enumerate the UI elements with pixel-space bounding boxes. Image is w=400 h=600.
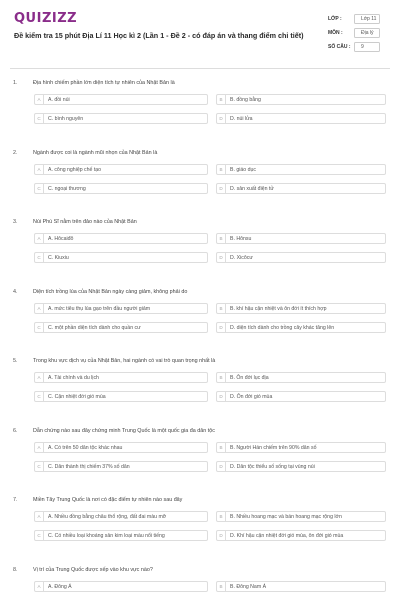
question-number: 3. xyxy=(13,219,18,225)
answer-option-a[interactable] xyxy=(34,164,208,175)
option-letter: D xyxy=(217,323,226,332)
question-text: Trong khu vực dịch vụ của Nhật Bản, hai ngành có vai trò quan trọng nhất là xyxy=(33,358,216,364)
question-number: 2. xyxy=(13,150,18,156)
option-letter: B xyxy=(217,304,226,313)
answer-option-c[interactable] xyxy=(34,113,208,124)
answer-option-d[interactable] xyxy=(216,530,386,541)
option-label: C. một phần diện tích dành cho quần cư xyxy=(48,324,141,331)
option-label: C. Kiuxiu xyxy=(48,254,69,261)
answer-option-d[interactable] xyxy=(216,461,386,472)
option-label: B. Nhiều hoang mạc và bán hoang mạc rộng lớn xyxy=(230,513,342,520)
question-number: 8. xyxy=(13,567,18,573)
option-letter: B xyxy=(217,582,226,591)
option-letter: C xyxy=(35,392,44,401)
option-letter: C xyxy=(35,114,44,123)
answer-option-a[interactable] xyxy=(34,442,208,453)
option-label: B. Ôn đới lục địa xyxy=(230,374,269,381)
option-label: D. núi lửa xyxy=(230,115,253,122)
option-label: B. Hônsu xyxy=(230,235,252,242)
answer-option-d[interactable] xyxy=(216,252,386,263)
answer-option-b[interactable] xyxy=(216,442,386,453)
answer-option-b[interactable] xyxy=(216,372,386,383)
option-letter: D xyxy=(217,114,226,123)
option-label: A. công nghiệp chế tạo xyxy=(48,166,102,173)
subject-label: MÔN : xyxy=(328,30,343,36)
option-letter: B xyxy=(217,95,226,104)
quizizz-logo: QUIZIZZ xyxy=(14,11,78,26)
answer-option-b[interactable] xyxy=(216,164,386,175)
option-letter: A xyxy=(35,95,44,104)
option-label: C. bình nguyên xyxy=(48,115,84,122)
option-label: A. Đông Á xyxy=(48,583,72,590)
answer-option-c[interactable] xyxy=(34,391,208,402)
answer-option-b[interactable] xyxy=(216,581,386,592)
option-label: A. đồi núi xyxy=(48,96,70,103)
option-letter: D xyxy=(217,531,226,540)
question-count-value: 9 xyxy=(354,42,380,52)
question-text: Miền Tây Trung Quốc là nơi có đặc điểm tự nhiên nào sau đây xyxy=(33,497,183,503)
answer-option-a[interactable] xyxy=(34,581,208,592)
option-label: D. Dân tộc thiểu số sống tại vùng núi xyxy=(230,463,315,470)
answer-option-d[interactable] xyxy=(216,391,386,402)
answer-option-b[interactable] xyxy=(216,303,386,314)
answer-option-c[interactable] xyxy=(34,183,208,194)
option-letter: A xyxy=(35,443,44,452)
header-divider xyxy=(10,68,390,69)
option-letter: B xyxy=(217,512,226,521)
option-label: B. giáo dục xyxy=(230,166,256,173)
option-label: A. mức tiêu thụ lúa gạo trên đầu người giảm xyxy=(48,305,151,312)
question-text: Núi Phú Sĩ nằm trên đảo nào của Nhật Bản xyxy=(33,219,137,225)
question-text: Ngành được coi là ngành mũi nhọn của Nhật Bản là xyxy=(33,150,158,156)
option-letter: C xyxy=(35,531,44,540)
option-letter: D xyxy=(217,253,226,262)
question-number: 4. xyxy=(13,289,18,295)
option-label: A. Nhiều đồng bằng châu thổ rộng, đất đai màu mỡ xyxy=(48,513,167,520)
subject-value: Địa lý xyxy=(354,28,380,38)
answer-option-d[interactable] xyxy=(216,113,386,124)
option-letter: A xyxy=(35,512,44,521)
option-label: A. Hôcaiđô xyxy=(48,235,74,242)
page-title: Đề kiểm tra 15 phút Địa Lí 11 Học kì 2 (Lần 1 - Đề 2 - có đáp án và thang điểm chi tiết) xyxy=(14,31,304,40)
option-label: C. ngoại thương xyxy=(48,185,86,192)
option-letter: D xyxy=(217,184,226,193)
option-letter: C xyxy=(35,462,44,471)
option-label: C. Cận nhiệt đới gió mùa xyxy=(48,393,106,400)
answer-option-a[interactable] xyxy=(34,303,208,314)
question-text: Diện tích trồng lúa của Nhật Bản ngày càng giảm, không phải do xyxy=(33,289,188,295)
option-letter: A xyxy=(35,165,44,174)
question-text: Vị trí của Trung Quốc được xếp vào khu vực nào? xyxy=(33,567,153,573)
answer-option-c[interactable] xyxy=(34,530,208,541)
option-letter: C xyxy=(35,253,44,262)
option-letter: A xyxy=(35,373,44,382)
option-letter: C xyxy=(35,184,44,193)
answer-option-a[interactable] xyxy=(34,372,208,383)
question-text: Địa hình chiếm phần lớn diện tích tự nhiên của Nhật Bản là xyxy=(33,80,175,86)
option-label: B. khí hậu cận nhiệt và ôn đới ít thích hợp xyxy=(230,305,327,312)
answer-option-b[interactable] xyxy=(216,511,386,522)
answer-option-a[interactable] xyxy=(34,233,208,244)
answer-option-a[interactable] xyxy=(34,511,208,522)
answer-option-b[interactable] xyxy=(216,94,386,105)
option-label: B. đồng bằng xyxy=(230,96,261,103)
question-text: Dẫn chứng nào sau đây chứng minh Trung Quốc là một quốc gia đa dân tộc xyxy=(33,428,215,434)
option-label: D. diện tích dành cho trồng cây khác tăng lên xyxy=(230,324,335,331)
option-label: B. Đông Nam Á xyxy=(230,583,267,590)
question-number: 6. xyxy=(13,428,18,434)
option-label: D. Xicôcư xyxy=(230,254,253,261)
answer-option-c[interactable] xyxy=(34,252,208,263)
class-label: LỚP : xyxy=(328,16,342,22)
answer-option-c[interactable] xyxy=(34,461,208,472)
option-label: D. Khí hậu cận nhiệt đới gió mùa, ôn đới gió mùa xyxy=(230,532,344,539)
option-letter: D xyxy=(217,392,226,401)
answer-option-b[interactable] xyxy=(216,233,386,244)
answer-option-a[interactable] xyxy=(34,94,208,105)
option-letter: B xyxy=(217,443,226,452)
option-letter: C xyxy=(35,323,44,332)
option-label: C. Dân thành thị chiếm 37% số dân xyxy=(48,463,130,470)
class-value: Lớp 11 xyxy=(354,14,380,24)
option-label: A. Có trên 50 dân tộc khác nhau xyxy=(48,444,123,451)
option-letter: D xyxy=(217,462,226,471)
option-label: B. Người Hán chiếm trên 90% dân số xyxy=(230,444,317,451)
option-letter: B xyxy=(217,373,226,382)
option-letter: A xyxy=(35,304,44,313)
option-letter: A xyxy=(35,234,44,243)
option-letter: B xyxy=(217,234,226,243)
answer-option-c[interactable] xyxy=(34,322,208,333)
option-label: D. Ôn đới gió mùa xyxy=(230,393,273,400)
option-label: D. sản xuất điện tử xyxy=(230,185,274,192)
option-letter: A xyxy=(35,582,44,591)
option-letter: B xyxy=(217,165,226,174)
question-number: 1. xyxy=(13,80,18,86)
option-label: A. Tài chính và du lịch xyxy=(48,374,99,381)
question-number: 7. xyxy=(13,497,18,503)
question-count-label: SỐ CÂU : xyxy=(328,44,351,50)
option-label: C. Có nhiều loại khoáng sản kim loại màu nổi tiếng xyxy=(48,532,165,539)
answer-option-d[interactable] xyxy=(216,322,386,333)
question-number: 5. xyxy=(13,358,18,364)
answer-option-d[interactable] xyxy=(216,183,386,194)
